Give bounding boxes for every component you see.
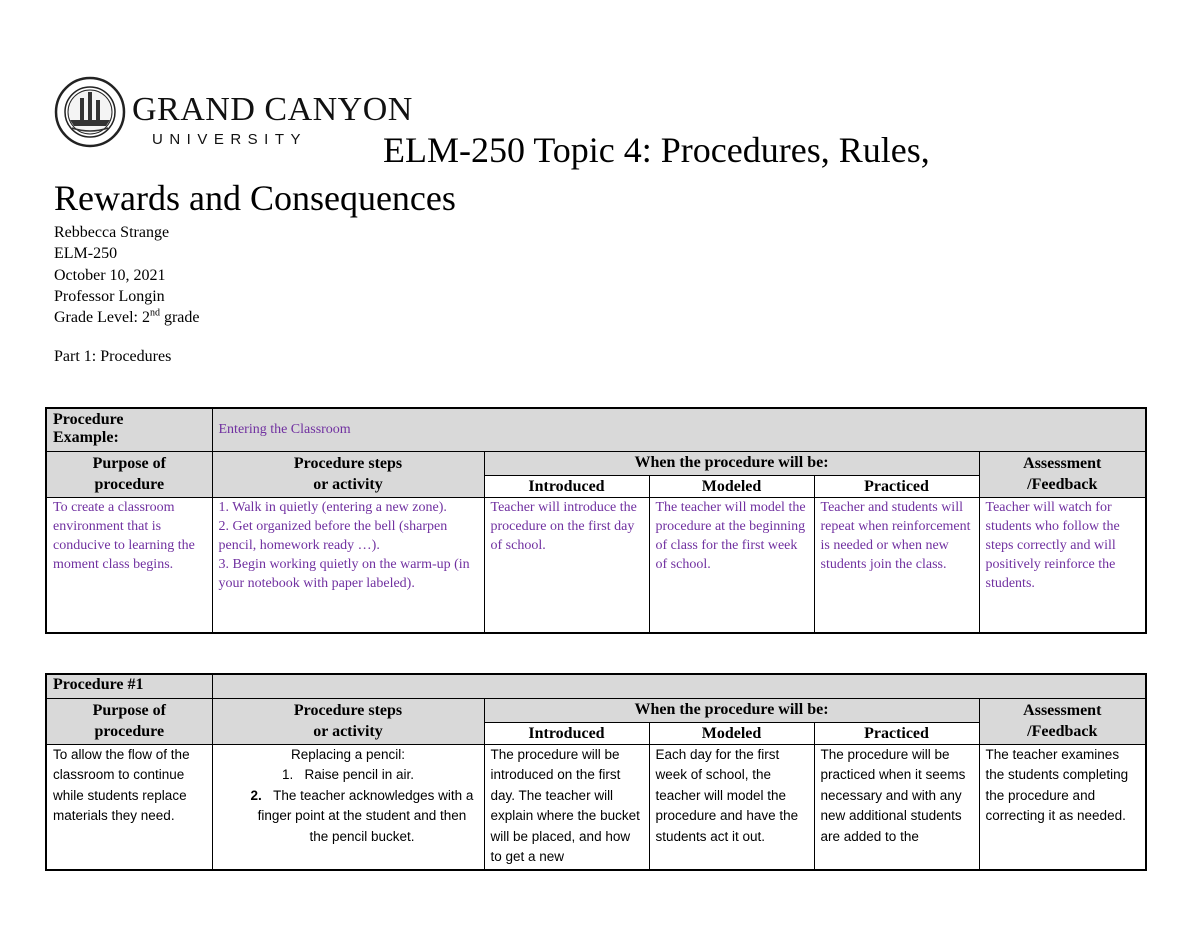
- grade-level-suffix: grade: [159, 309, 200, 327]
- logo-line2: UNIVERSITY: [152, 131, 308, 148]
- logo-line1: GRAND CANYON: [132, 91, 413, 128]
- procedure-1-label: Procedure #1: [46, 674, 212, 698]
- p1-purpose: To allow the flow of the classroom to continue while students replace materials they need.: [46, 744, 212, 870]
- author-name: Rebbecca Strange: [54, 224, 170, 241]
- p1-steps-title: Replacing a pencil:: [290, 746, 406, 762]
- doc-date: October 10, 2021: [54, 266, 166, 284]
- course-code: ELM-250: [54, 245, 118, 263]
- example-name: Entering the Classroom: [212, 408, 1146, 451]
- example-purpose: To create a classroom environment that is conducive to learning the moment class begins.: [46, 497, 212, 633]
- p1-col-practiced: Practiced: [814, 722, 979, 744]
- doc-meta: [54, 222, 199, 328]
- doc-title-line1: ELM-250 Topic 4: Procedures, Rules,: [383, 130, 930, 170]
- example-introduced: Teacher will introduce the procedure on the first day of school.: [484, 497, 649, 633]
- p1-col-modeled: Modeled: [649, 722, 814, 744]
- part-label: Part 1: Procedures: [54, 348, 172, 365]
- procedure-example-table: [45, 407, 1147, 634]
- gcu-logo: [54, 76, 413, 148]
- p1-practiced: The procedure will be practiced when it seems necessary and with any new additional students are added to the: [814, 744, 979, 870]
- p1-col-assessment: Assessment /Feedback: [979, 698, 1146, 744]
- col-assessment: Assessment /Feedback: [979, 451, 1146, 497]
- p1-col-introduced: Introduced: [484, 722, 649, 744]
- col-purpose: Purpose of procedure: [46, 451, 212, 497]
- p1-col-when: When the procedure will be:: [484, 698, 979, 722]
- example-steps: [212, 497, 484, 633]
- col-practiced: Practiced: [814, 475, 979, 497]
- p1-assessment: The teacher examines the students completing the procedure and correcting it as needed.: [979, 744, 1146, 870]
- example-practiced: Teacher and students will repeat when reinforcement is needed or when new students join the class.: [814, 497, 979, 633]
- p1-col-steps: Procedure steps or activity: [212, 698, 484, 744]
- p1-steps: [212, 744, 484, 870]
- example-step-3: 3. Begin working quietly on the warm-up (in your notebook with paper labeled).: [218, 557, 470, 592]
- example-assessment: Teacher will watch for students who follow the steps correctly and will positively reinforce the students.: [979, 497, 1146, 633]
- example-modeled: The teacher will model the procedure at the beginning of class for the first week of school.: [649, 497, 814, 633]
- p1-step-1: 1. Raise pencil in air.: [281, 767, 415, 783]
- example-label: Procedure Example:: [46, 408, 212, 451]
- p1-modeled: Each day for the first week of school, the teacher will model the procedure and have the students act it out.: [649, 744, 814, 870]
- procedure-1-table: [45, 673, 1147, 871]
- grade-level-prefix: Grade Level: 2: [54, 309, 150, 327]
- grade-level-sup: nd: [149, 307, 160, 319]
- procedure-1-name: [212, 674, 1146, 698]
- col-when: When the procedure will be:: [484, 451, 979, 475]
- p1-col-purpose: Purpose of procedure: [46, 698, 212, 744]
- example-step-1: 1. Walk in quietly (entering a new zone).: [218, 499, 447, 515]
- example-step-2: 2. Get organized before the bell (sharpen pencil, homework ready …).: [218, 518, 448, 553]
- col-steps: Procedure steps or activity: [212, 451, 484, 497]
- p1-introduced: The procedure will be introduced on the first day. The teacher will explain where the bucket will be placed, and how to get a new: [484, 744, 649, 870]
- professor-name: Professor Longin: [54, 287, 165, 305]
- doc-title-line2: Rewards and Consequences: [54, 178, 456, 218]
- p1-step-2: 2. The teacher acknowledges with a finger point at the student and then the pencil bucket.: [250, 787, 474, 844]
- col-introduced: Introduced: [484, 475, 649, 497]
- col-modeled: Modeled: [649, 475, 814, 497]
- grade-level: [54, 307, 199, 328]
- gcu-seal-icon: [56, 78, 124, 146]
